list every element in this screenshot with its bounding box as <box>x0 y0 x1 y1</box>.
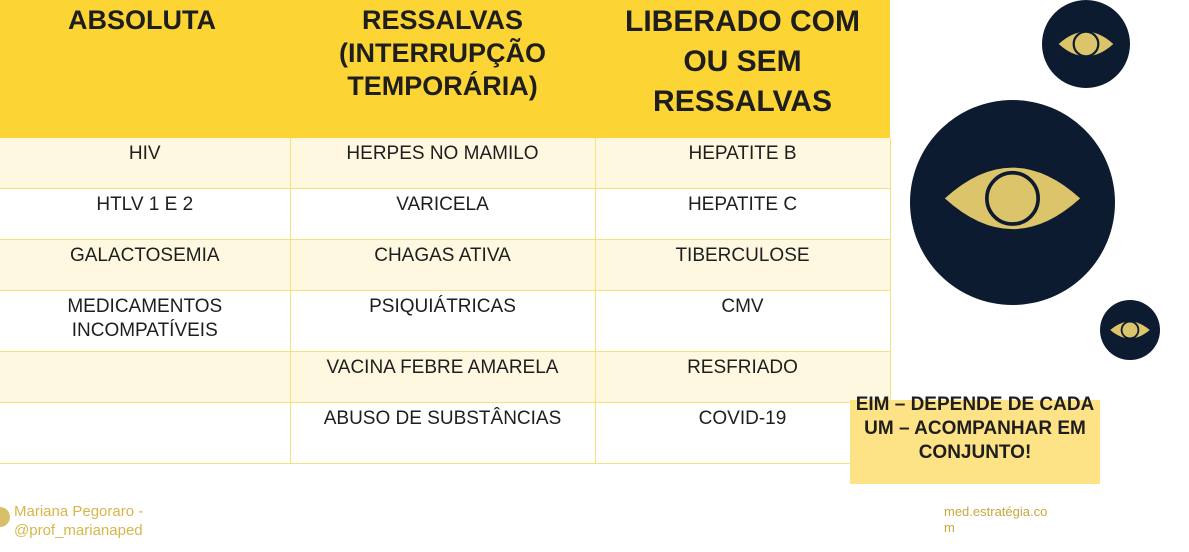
table-cell <box>0 291 290 352</box>
site-url: med.estratégia.com <box>944 504 1048 535</box>
table-row <box>0 291 890 352</box>
table-row <box>0 403 890 464</box>
note-text: EIM – DEPENDE DE CADA UM – ACOMPANHAR EM CONJUNTO! <box>855 394 1095 463</box>
table-row <box>0 240 890 291</box>
table-row <box>0 138 890 189</box>
table-cell: HEPATITE B <box>595 138 890 189</box>
eye-icon <box>1042 0 1130 88</box>
table-cell: HTLV 1 E 2 <box>0 189 290 240</box>
table-cell: TIBERCULOSE <box>595 240 890 291</box>
table-cell: VACINA FEBRE AMARELA <box>290 352 595 403</box>
note-box <box>850 394 1100 484</box>
header-absoluta: ABSOLUTA <box>0 0 290 138</box>
table-cell: VARICELA <box>290 189 595 240</box>
eye-icon-graphic <box>1042 0 1130 88</box>
table-cell: PSIQUIÁTRICAS <box>290 291 595 352</box>
table-cell: HIV <box>0 138 290 189</box>
author-credit <box>14 502 214 540</box>
eye-icon-graphic <box>1100 300 1160 360</box>
table-cell: ABUSO DE SUBSTÂNCIAS <box>290 403 595 464</box>
author-logo <box>0 507 10 527</box>
table-cell: HERPES NO MAMILO <box>290 138 595 189</box>
cell-text: MEDICAMENTOS INCOMPATÍVEIS <box>67 296 223 341</box>
header-liberado: LIBERADO COM OU SEM RESSALVAS <box>595 0 890 138</box>
header-ressalvas: RESSALVAS (INTERRUPÇÃO TEMPORÁRIA) <box>290 0 595 138</box>
table-cell: COVID-19 <box>595 403 890 464</box>
eye-icon <box>1100 300 1160 360</box>
table-row <box>0 352 890 403</box>
eye-icon <box>910 100 1115 305</box>
table-cell <box>0 403 290 464</box>
table-cell: CHAGAS ATIVA <box>290 240 595 291</box>
table-header-row <box>0 0 890 138</box>
eye-icon-graphic <box>910 100 1115 305</box>
table-cell: CMV <box>595 291 890 352</box>
table-cell <box>0 352 290 403</box>
table-cell: GALACTOSEMIA <box>0 240 290 291</box>
table-cell: RESFRIADO <box>595 352 890 403</box>
table-cell: HEPATITE C <box>595 189 890 240</box>
author-handle: @prof_marianaped <box>14 522 143 539</box>
table-row <box>0 189 890 240</box>
author-name: Mariana Pegoraro - <box>14 503 144 520</box>
